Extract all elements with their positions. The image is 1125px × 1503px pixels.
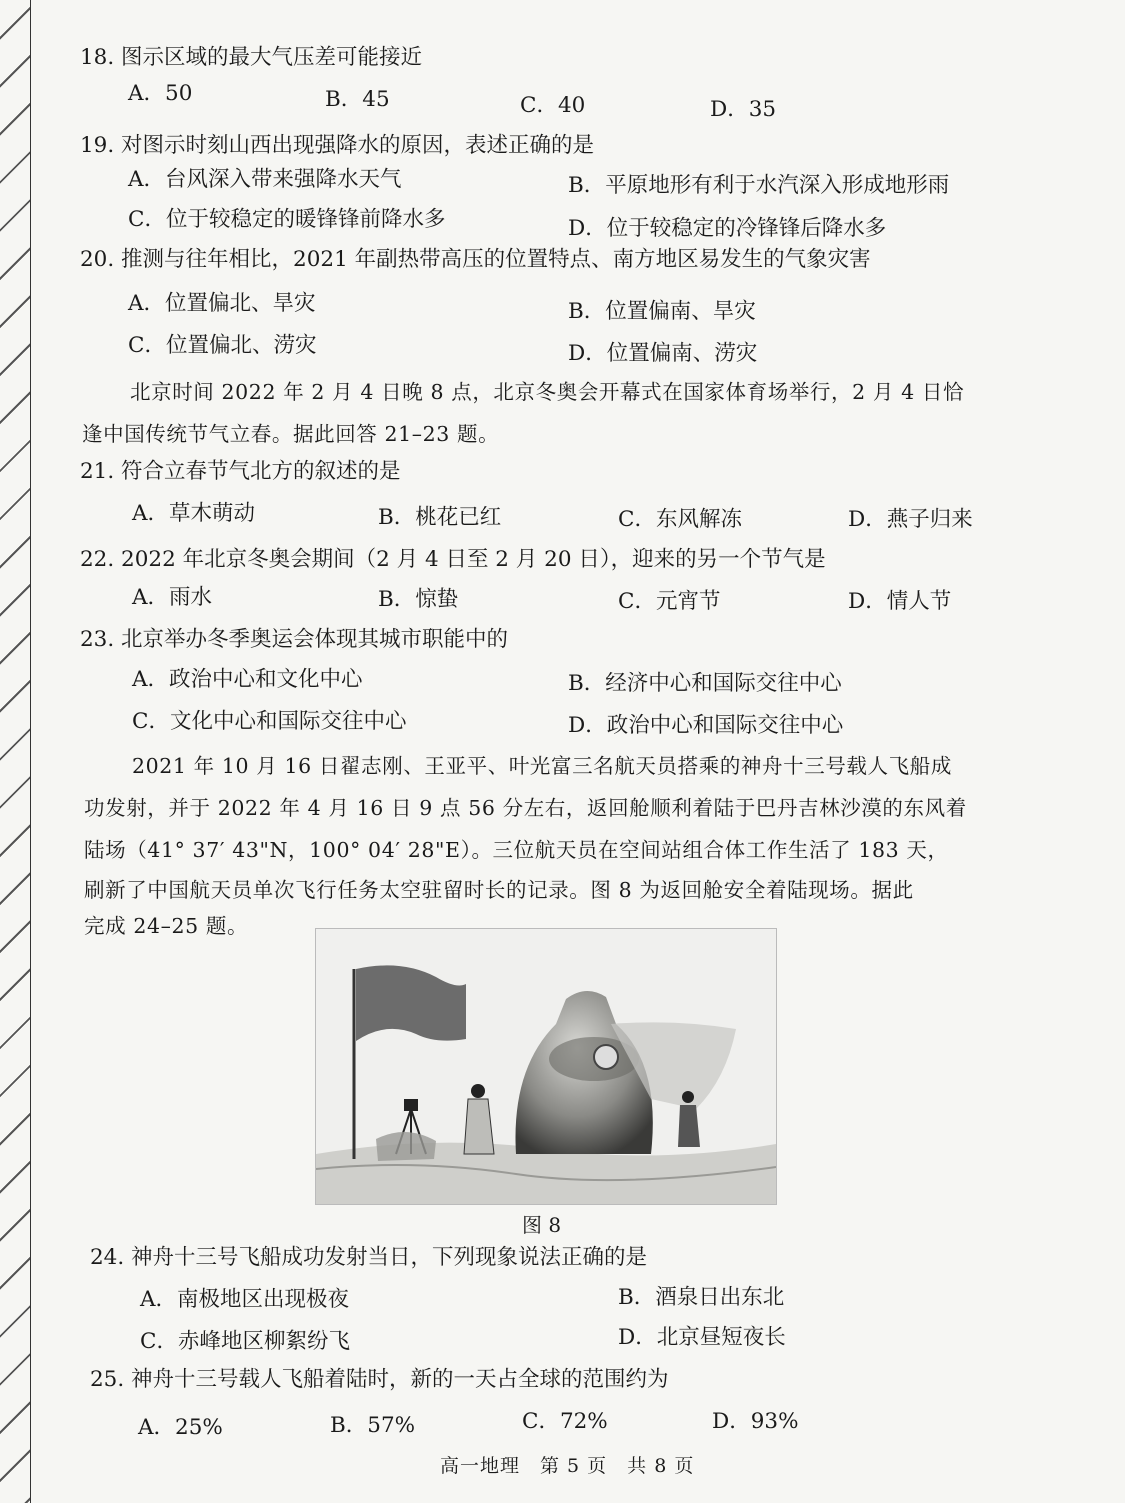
option-23a: A．政治中心和文化中心 xyxy=(132,667,363,692)
option-24c: C．赤峰地区柳絮纷飞 xyxy=(140,1329,350,1354)
option-25d: D．93% xyxy=(712,1409,799,1434)
option-23d: D．政治中心和国际交往中心 xyxy=(568,713,844,738)
question-stem: 符合立春节气北方的叙述的是 xyxy=(121,459,401,484)
option-19d: D．位于较稳定的冷锋锋后降水多 xyxy=(568,216,887,241)
passage-1-line-1: 北京时间 2022 年 2 月 4 日晚 8 点，北京冬奥会开幕式在国家体育场举行，2 月 4 日恰 xyxy=(130,380,965,404)
option-22c: C．元宵节 xyxy=(618,589,721,614)
option-25a: A．25% xyxy=(138,1415,223,1440)
question-18 xyxy=(80,44,422,72)
option-22a: A．雨水 xyxy=(132,585,213,610)
question-stem: 对图示时刻山西出现强降水的原因，表述正确的是 xyxy=(121,133,595,158)
question-stem: 推测与往年相比，2021 年副热带高压的位置特点、南方地区易发生的气象灾害 xyxy=(121,247,871,272)
passage-2-line-4: 刷新了中国航天员单次飞行任务太空驻留时长的记录。图 8 为返回舱安全着陆现场。据此 xyxy=(84,878,914,902)
option-24d: D．北京昼短夜长 xyxy=(618,1325,786,1350)
option-24b: B．酒泉日出东北 xyxy=(618,1285,785,1310)
option-22b: B．惊蛰 xyxy=(378,587,459,612)
option-20a: A．位置偏北、旱灾 xyxy=(128,291,316,316)
question-number: 19. xyxy=(80,133,115,158)
option-23b: B．经济中心和国际交往中心 xyxy=(568,671,842,696)
question-number: 18. xyxy=(80,45,115,70)
option-21b: B．桃花已红 xyxy=(378,505,502,530)
option-21c: C．东风解冻 xyxy=(618,507,742,532)
figure-8-photo xyxy=(315,928,777,1205)
question-number: 23. xyxy=(80,627,115,652)
option-18b: B．45 xyxy=(325,87,390,112)
passage-2-line-2: 功发射，并于 2022 年 4 月 16 日 9 点 56 分左右，返回舱顺利着陆于巴丹吉林沙漠的东风着 xyxy=(84,796,967,820)
option-18d: D．35 xyxy=(710,97,777,122)
question-stem: 图示区域的最大气压差可能接近 xyxy=(121,45,423,70)
option-21d: D．燕子归来 xyxy=(848,507,973,532)
option-20c: C．位置偏北、涝灾 xyxy=(128,333,317,358)
option-25b: B．57% xyxy=(330,1413,416,1438)
question-stem: 神舟十三号飞船成功发射当日，下列现象说法正确的是 xyxy=(131,1245,648,1270)
option-21a: A．草木萌动 xyxy=(132,501,256,526)
option-18a: A．50 xyxy=(128,81,193,106)
option-19a: A．台风深入带来强降水天气 xyxy=(128,167,402,192)
option-22d: D．情人节 xyxy=(848,589,952,614)
question-number: 21. xyxy=(80,459,115,484)
question-number: 20. xyxy=(80,247,115,272)
option-24a: A．南极地区出现极夜 xyxy=(140,1287,350,1312)
question-number: 24. xyxy=(90,1245,125,1270)
passage-2-line-3: 陆场（41° 37′ 43"N，100° 04′ 28"E）。三位航天员在空间站组合体工作生活了 183 天， xyxy=(84,838,949,862)
question-23 xyxy=(80,626,508,654)
question-19 xyxy=(80,132,594,160)
landing-scene-illustration xyxy=(316,929,776,1204)
camera-icon xyxy=(404,1099,418,1111)
question-number: 25. xyxy=(90,1367,125,1392)
passage-2-line-1: 2021 年 10 月 16 日翟志刚、王亚平、叶光富三名航天员搭乘的神舟十三号载人飞船成 xyxy=(132,754,952,778)
question-25 xyxy=(90,1366,669,1394)
figure-caption: 图 8 xyxy=(522,1213,562,1237)
page-footer: 高一地理 第 5 页 共 8 页 xyxy=(440,1455,695,1477)
option-20d: D．位置偏南、涝灾 xyxy=(568,341,758,366)
question-stem: 2022 年北京冬奥会期间（2 月 4 日至 2 月 20 日），迎来的另一个节气是 xyxy=(121,547,826,572)
passage-1-line-2: 逢中国传统节气立春。据此回答 21–23 题。 xyxy=(82,422,500,446)
option-25c: C．72% xyxy=(522,1409,608,1434)
question-number: 22. xyxy=(80,547,115,572)
option-19c: C．位于较稳定的暖锋锋前降水多 xyxy=(128,207,446,232)
page-binding-edge xyxy=(0,0,31,1503)
option-18c: C．40 xyxy=(520,93,586,118)
passage-2-line-5: 完成 24–25 题。 xyxy=(84,914,249,938)
question-stem: 北京举办冬季奥运会体现其城市职能中的 xyxy=(121,627,509,652)
option-19b: B．平原地形有利于水汽深入形成地形雨 xyxy=(568,173,950,198)
question-21 xyxy=(80,458,401,486)
option-23c: C．文化中心和国际交往中心 xyxy=(132,709,407,734)
question-24 xyxy=(90,1244,647,1272)
question-20 xyxy=(80,246,871,274)
question-stem: 神舟十三号载人飞船着陆时，新的一天占全球的范围约为 xyxy=(131,1367,669,1392)
option-20b: B．位置偏南、旱灾 xyxy=(568,299,756,324)
question-22 xyxy=(80,546,826,574)
